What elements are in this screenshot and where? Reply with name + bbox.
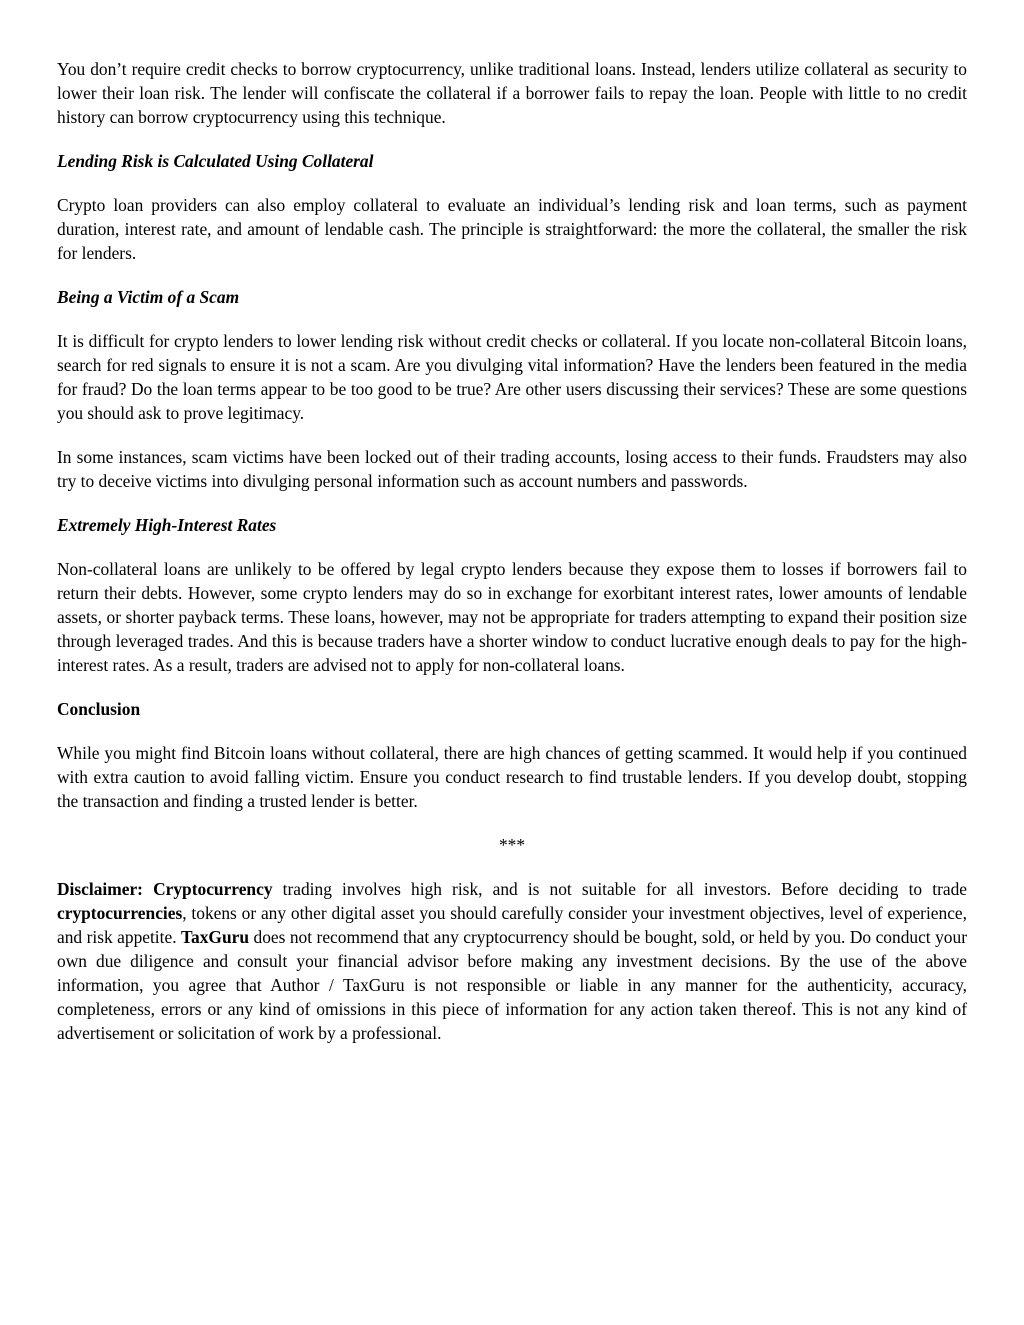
document-page [57,57,967,1065]
disclaimer-text-1: trading involves high risk, and is not suitable for all investors. Before deciding to trade [272,879,967,899]
section-paragraph-collateral: Crypto loan providers can also employ collateral to evaluate an individual’s lending risk and loan terms, such as payment duration, interest rate, and amount of lendable cash. The principle is straightforward: the more the collateral, the smaller the risk for lenders. [57,195,967,263]
section-separator: *** [498,835,526,855]
disclaimer-label: Disclaimer: [57,879,143,899]
disclaimer-term-cryptocurrencies: cryptocurrencies [57,903,183,923]
disclaimer-text-2: , tokens or any other digital asset you should carefully consider your investment objectives, level of experience, and risk appetite. [57,903,967,947]
intro-paragraph: You don’t require credit checks to borrow cryptocurrency, unlike traditional loans. Instead, lenders utilize collateral as security to lower their loan risk. The lender will confiscate the collateral if a borrower fails to repay the loan. People with little to no credit history can borrow cryptocurrency using this technique. [57,59,967,127]
section-paragraph-conclusion: While you might find Bitcoin loans without collateral, there are high chances of getting scammed. It would help if you continued with extra caution to avoid falling victim. Ensure you conduct research to find trustable lenders. If you develop doubt, stopping the transaction and finding a trusted lender is better. [57,743,967,811]
section-heading-scam: Being a Victim of a Scam [57,287,240,307]
section-paragraph-interest: Non-collateral loans are unlikely to be offered by legal crypto lenders because they expose them to losses if borrowers fail to return their debts. However, some crypto lenders may do so in exchange for exorbitant interest rates, lower amounts of lendable assets, or shorter payback terms. These loans, however, may not be appropriate for traders attempting to expand their position size through leveraged trades. And this is because traders have a shorter window to conduct lucrative enough deals to pay for the high-interest rates. As a result, traders are advised not to apply for non-collateral loans. [57,559,967,675]
section-paragraph-scam-1: It is difficult for crypto lenders to lower lending risk without credit checks or collateral. If you locate non-collateral Bitcoin loans, search for red signals to ensure it is not a scam. Are you divulging vital information? Have the lenders been featured in the media for fraud? Do the loan terms appear to be too good to be true? Are other users discussing their services? These are some questions you should ask to prove legitimacy. [57,331,967,423]
disclaimer-paragraph [57,877,967,1045]
disclaimer-text-3: does not recommend that any cryptocurrency should be bought, sold, or held by you. Do conduct your own due diligence and consult your financial advisor before making any investment decisions. By the use of the above information, you agree that Author / TaxGuru is not responsible or liable in any manner for the authenticity, accuracy, completeness, errors or any kind of omissions in this piece of information for any action taken thereof. This is not any kind of advertisement or solicitation of work by a professional. [57,927,967,1043]
section-heading-conclusion: Conclusion [57,699,141,719]
disclaimer-term-taxguru: TaxGuru [181,927,250,947]
section-heading-collateral: Lending Risk is Calculated Using Collateral [57,151,374,171]
section-heading-interest: Extremely High-Interest Rates [57,515,277,535]
disclaimer-term-cryptocurrency: Cryptocurrency [153,879,273,899]
section-paragraph-scam-2: In some instances, scam victims have been locked out of their trading accounts, losing access to their funds. Fraudsters may also try to deceive victims into divulging personal information such as account numbers and passwords. [57,447,967,491]
